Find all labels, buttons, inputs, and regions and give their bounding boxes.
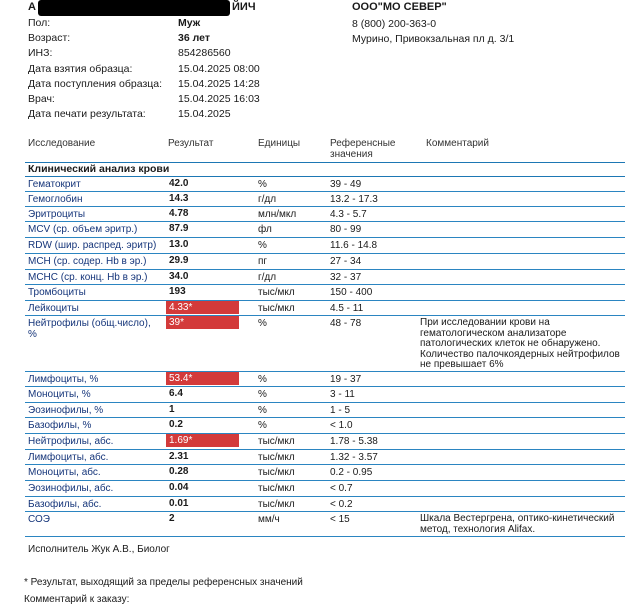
header-test: Исследование — [28, 138, 96, 149]
order-comment-label: Комментарий к заказу: — [24, 594, 130, 605]
result-unit: пг — [258, 256, 268, 267]
result-value: 4.78 — [169, 208, 189, 219]
reference-range: 150 - 400 — [330, 287, 373, 298]
out-of-range-note: * Результат, выходящий за пределы референсных значений — [24, 577, 303, 588]
test-name: СОЭ — [28, 514, 50, 525]
result-value: 0.28 — [169, 466, 189, 477]
test-name: Лейкоциты — [28, 303, 79, 314]
table-row — [25, 450, 625, 465]
reference-range: 32 - 37 — [330, 272, 362, 283]
result-unit: % — [258, 420, 267, 431]
test-name: Нейтрофилы, абс. — [28, 436, 114, 447]
patient-field-label: Дата поступления образца: — [28, 78, 163, 90]
result-comment: При исследовании крови на гематологическом анализаторе патологических клеток не обнаружено. Количество палочкоядерных нейтрофилов не превышает 6% — [420, 317, 620, 370]
result-value: 193 — [169, 286, 186, 297]
patient-field-value: 15.04.2025 16:03 — [178, 93, 260, 105]
result-unit: % — [258, 389, 267, 400]
result-value: 13.0 — [169, 239, 189, 250]
table-row — [25, 512, 625, 537]
reference-range: 13.2 - 17.3 — [330, 194, 378, 205]
test-name: RDW (шир. распред. эритр) — [28, 240, 157, 251]
result-value: 2.31 — [169, 451, 189, 462]
result-unit: тыс/мкл — [258, 467, 295, 478]
test-name: MCHC (ср. конц. Hb в эр.) — [28, 272, 148, 283]
lab-address: Мурино, Привокзальная пл д. 3/1 — [352, 33, 515, 45]
table-row — [25, 403, 625, 418]
reference-range: 1 - 5 — [330, 405, 351, 416]
table-row — [25, 316, 625, 372]
header-units: Единицы — [258, 138, 301, 149]
table-row — [25, 418, 625, 434]
reference-range: < 1.0 — [330, 420, 353, 431]
test-name: Нейтрофилы (общ.число), % — [28, 318, 151, 340]
test-name: Лимфоциты, % — [28, 374, 99, 385]
patient-field-value: 15.04.2025 14:28 — [178, 78, 260, 90]
table-row — [25, 497, 625, 512]
reference-range: 19 - 37 — [330, 374, 362, 385]
result-unit: фл — [258, 224, 272, 235]
result-unit: тыс/мкл — [258, 436, 295, 447]
table-row — [25, 207, 625, 222]
test-name: Базофилы, абс. — [28, 499, 102, 510]
table-header — [0, 137, 639, 163]
result-unit: г/дл — [258, 194, 277, 205]
reference-range: 1.78 - 5.38 — [330, 436, 378, 447]
header-comment: Комментарий — [426, 138, 489, 149]
result-value-flagged: 53.4* — [166, 372, 239, 385]
table-row — [25, 254, 625, 270]
table-row — [25, 192, 625, 207]
header-reference: Референсные значения — [330, 138, 396, 160]
table-row — [25, 465, 625, 481]
reference-range: 3 - 11 — [330, 389, 355, 400]
result-value: 42.0 — [169, 178, 189, 189]
result-comment: Шкала Вестергрена, оптико-кинетический метод, технология Alifax. — [420, 513, 615, 535]
result-value: 0.04 — [169, 482, 189, 493]
test-name: Эритроциты — [28, 209, 86, 220]
patient-field-label: Врач: — [28, 93, 55, 105]
result-unit: тыс/мкл — [258, 483, 295, 494]
test-name: Базофилы, % — [28, 420, 92, 431]
reference-range: 4.5 - 11 — [330, 303, 364, 314]
result-value: 6.4 — [169, 388, 183, 399]
lab-name: ООО"МО СЕВЕР" — [352, 1, 447, 13]
result-unit: тыс/мкл — [258, 452, 295, 463]
reference-range: 48 - 78 — [330, 318, 362, 329]
table-row — [25, 222, 625, 238]
table-row — [25, 177, 625, 192]
test-name: Гемоглобин — [28, 194, 83, 205]
reference-range: 39 - 49 — [330, 179, 362, 190]
result-unit: % — [258, 405, 267, 416]
result-value: 87.9 — [169, 223, 189, 234]
test-name: Гематокрит — [28, 179, 81, 190]
result-value: 2 — [169, 513, 175, 524]
reference-range: 80 - 99 — [330, 224, 362, 235]
result-unit: тыс/мкл — [258, 499, 295, 510]
test-name: Эозинофилы, абс. — [28, 483, 114, 494]
test-name: Моноциты, % — [28, 389, 91, 400]
table-row — [25, 270, 625, 285]
result-unit: тыс/мкл — [258, 287, 295, 298]
reference-range: 0.2 - 0.95 — [330, 467, 373, 478]
result-value-flagged: 39* — [166, 316, 239, 329]
table-row — [25, 481, 625, 497]
section-title: Клинический анализ крови — [28, 163, 170, 175]
result-unit: % — [258, 374, 267, 385]
patient-field-label: Возраст: — [28, 32, 71, 44]
result-unit: % — [258, 318, 267, 329]
result-value-flagged: 4.33* — [166, 301, 239, 314]
reference-range: < 0.7 — [330, 483, 353, 494]
result-value-flagged: 1.69* — [166, 434, 239, 447]
table-row — [25, 387, 625, 403]
reference-range: 4.3 - 5.7 — [330, 209, 367, 220]
result-unit: % — [258, 179, 267, 190]
test-name: Моноциты, абс. — [28, 467, 101, 478]
test-name: Тромбоциты — [28, 287, 86, 298]
result-unit: мм/ч — [258, 514, 280, 525]
patient-field-label: Дата взятия образца: — [28, 63, 133, 75]
patient-name-end: ЙИЧ — [232, 1, 256, 13]
patient-field-label: ИНЗ: — [28, 47, 53, 59]
result-unit: тыс/мкл — [258, 303, 295, 314]
reference-range: 27 - 34 — [330, 256, 362, 267]
result-unit: г/дл — [258, 272, 277, 283]
table-row — [25, 434, 625, 450]
table-row — [25, 285, 625, 301]
patient-name-start: А — [28, 1, 36, 13]
test-name: Лимфоциты, абс. — [28, 452, 109, 463]
patient-field-value: 15.04.2025 08:00 — [178, 63, 260, 75]
header-result: Результат — [168, 138, 214, 149]
patient-field-value: 36 лет — [178, 32, 210, 44]
reference-range: < 0.2 — [330, 499, 353, 510]
result-value: 34.0 — [169, 271, 189, 282]
test-name: MCV (ср. объем эритр.) — [28, 224, 138, 235]
result-unit: млн/мкл — [258, 209, 297, 220]
result-unit: % — [258, 240, 267, 251]
reference-range: 1.32 - 3.57 — [330, 452, 378, 463]
result-value: 14.3 — [169, 193, 189, 204]
lab-phone: 8 (800) 200-363-0 — [352, 18, 437, 30]
table-row — [25, 238, 625, 254]
reference-range: 11.6 - 14.8 — [330, 240, 378, 251]
patient-field-value: 854286560 — [178, 47, 231, 59]
patient-field-label: Дата печати результата: — [28, 108, 146, 120]
test-name: Эозинофилы, % — [28, 405, 104, 416]
table-row — [25, 372, 625, 387]
result-value: 0.01 — [169, 498, 189, 509]
patient-field-label: Пол: — [28, 17, 51, 29]
redacted-name-block — [38, 0, 230, 16]
table-row — [25, 301, 625, 316]
performer: Исполнитель Жук А.В., Биолог — [28, 544, 170, 555]
result-value: 1 — [169, 404, 175, 415]
patient-field-value: 15.04.2025 — [178, 108, 231, 120]
test-name: MCH (ср. содер. Hb в эр.) — [28, 256, 147, 267]
result-value: 0.2 — [169, 419, 183, 430]
reference-range: < 15 — [330, 514, 350, 525]
patient-field-value: Муж — [178, 17, 201, 29]
result-value: 29.9 — [169, 255, 189, 266]
